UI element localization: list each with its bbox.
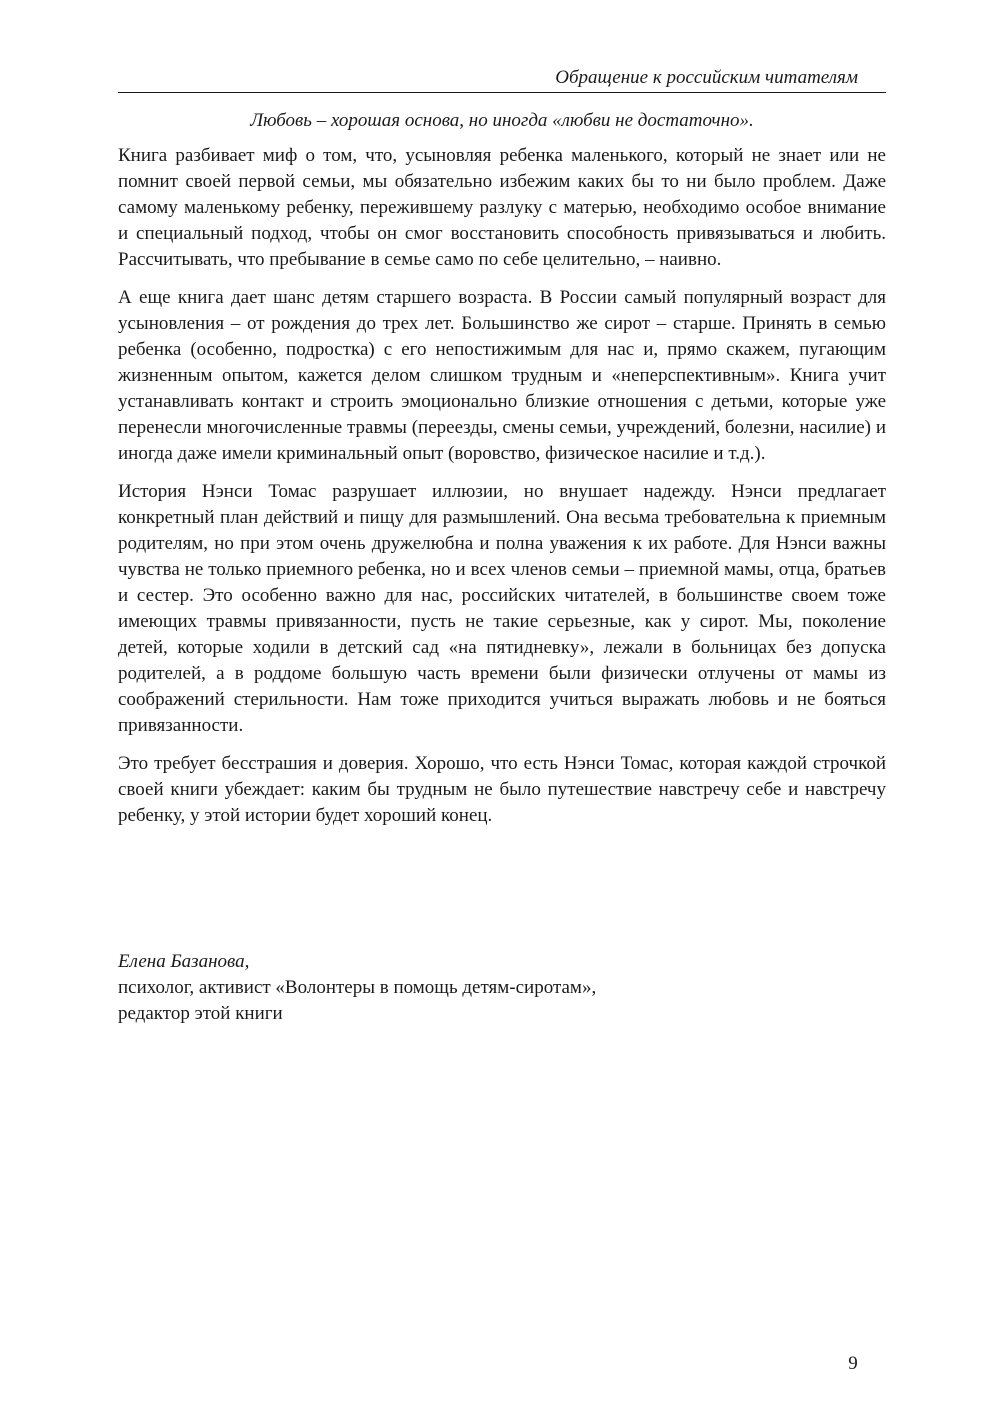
author-role: психолог, активист «Волонтеры в помощь детям-сиротам», — [118, 977, 597, 998]
running-header-title: Обращение к российским читателям — [555, 67, 858, 88]
page-number: 9 — [848, 1353, 858, 1374]
paragraph-3: История Нэнси Томас разрушает иллюзии, но внушает надежду. Нэнси предлагает конкретный план действий и пищу для размышлений. Она весьма требовательна к приемным родителям, но при этом очень дружелюбна и полна уважения к их работе. Для Нэнси важны чувства не только приемного ребенка, но и всех членов семьи – приемной мамы, отца, братьев и сестер. Это особенно важно для нас, российских читателей, в большинстве своем тоже имеющих травмы привязанности, пусть не такие серьезные, как у сирот. Мы, поколение детей, которые ходили в детский сад «на пятидневку», лежали в больницах без допуска родителей, а в роддоме большую часть времени были физически отлучены от мамы из соображений стерильности. Нам тоже приходится учиться выражать любовь и не бояться привязанности. — [118, 481, 886, 736]
body-text — [118, 143, 886, 841]
author-name: Елена Базанова, — [118, 951, 250, 972]
epigraph: Любовь – хорошая основа, но иногда «любви не достаточно». — [250, 110, 754, 131]
paragraph-4: Это требует бесстрашия и доверия. Хорошо, что есть Нэнси Томас, которая каждой строчкой своей книги убеждает: каким бы трудным не было путешествие навстречу себе и навстречу ребенку, у этой истории будет хороший конец. — [118, 753, 886, 826]
header-divider — [118, 92, 886, 93]
paragraph-2: А еще книга дает шанс детям старшего возраста. В России самый популярный возраст для усыновления – от рождения до трех лет. Большинство же сирот – старше. Принять в семью ребенка (особенно, подростка) с его непостижимым для нас и, прямо скажем, пугающим жизненным опытом, кажется делом слишком трудным и «неперспективным». Книга учит устанавливать контакт и строить эмоционально близкие отношения с детьми, которые уже перенесли многочисленные травмы (переезды, смены семьи, учреждений, болезни, насилие) и иногда даже имели криминальный опыт (воровство, физическое насилие и т.д.). — [118, 287, 886, 464]
paragraph-1: Книга разбивает миф о том, что, усыновляя ребенка маленького, который не знает или не помнит своей первой семьи, мы обязательно избежим каких бы то ни было проблем. Даже самому маленькому ребенку, пережившему разлуку с матерью, необходимо особое внимание и специальный подход, чтобы он смог восстановить способность привязываться и любить. Рассчитывать, что пребывание в семье само по себе целительно, – наивно. — [118, 145, 886, 270]
signature-block — [118, 949, 886, 1027]
author-note: редактор этой книги — [118, 1003, 283, 1024]
